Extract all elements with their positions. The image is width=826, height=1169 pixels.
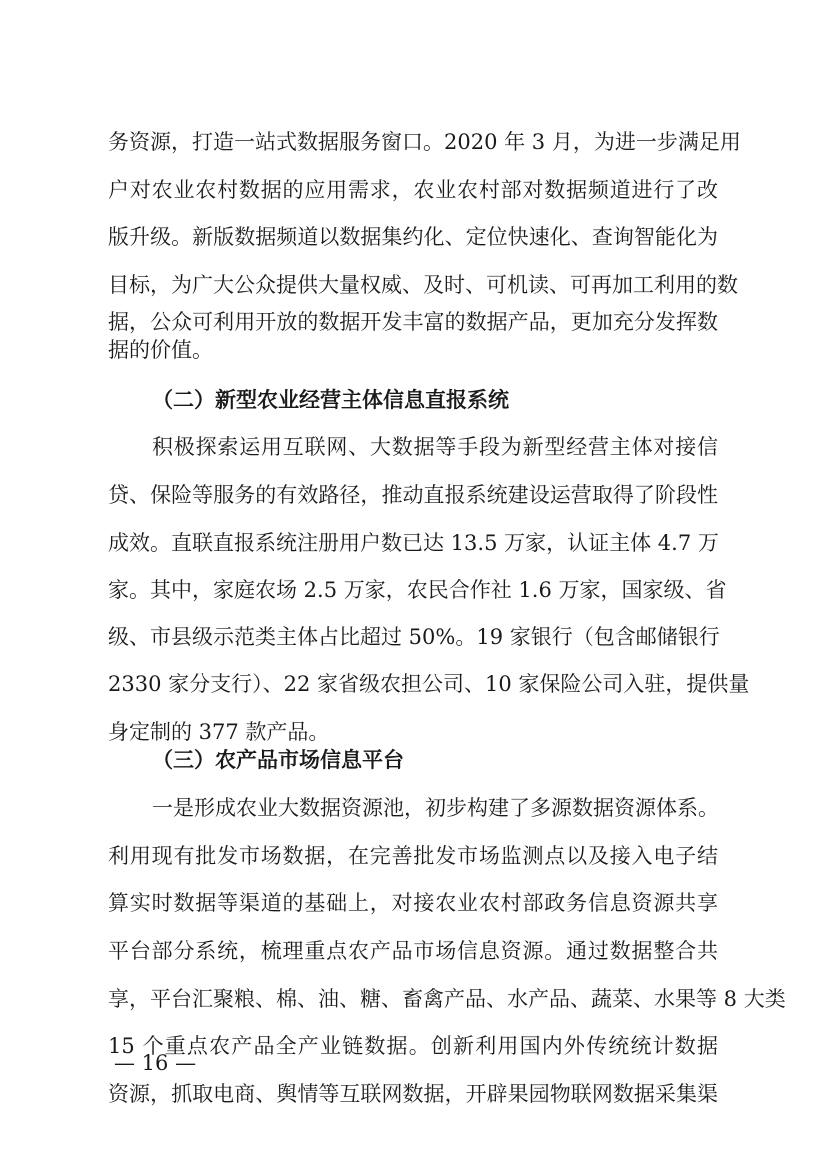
paragraph-line: 据，公众可利用开放的数据开发丰富的数据产品，更加充分发挥数 (108, 310, 718, 334)
paragraph-line: 务资源，打造一站式数据服务窗口。2020 年 3 月，为进一步满足用 (108, 130, 741, 154)
page-number: — 16 — (114, 1051, 197, 1075)
paragraph-line: 家。其中，家庭农场 2.5 万家，农民合作社 1.6 万家，国家级、省 (108, 578, 727, 602)
paragraph-line: 据的价值。 (108, 338, 213, 362)
paragraph-line: 算实时数据等渠道的基础上，对接农业农村部政务信息资源共享 (108, 891, 718, 915)
paragraph-line: 贷、保险等服务的有效路径，推动直报系统建设运营取得了阶段性 (108, 483, 718, 507)
paragraph-line: 版升级。新版数据频道以数据集约化、定位快速化、查询智能化为 (108, 225, 718, 249)
paragraph-line: 资源，抓取电商、舆情等互联网数据，开辟果园物联网数据采集渠 (108, 1082, 718, 1106)
paragraph-line: 平台部分系统，梳理重点农产品市场信息资源。通过数据整合共 (108, 939, 718, 963)
paragraph-line: 身定制的 377 款产品。 (108, 720, 330, 744)
paragraph-line: 一是形成农业大数据资源池，初步构建了多源数据资源体系。 (152, 796, 719, 820)
paragraph-line: 目标，为广大公众提供大量权威、及时、可机读、可再加工利用的数 (108, 273, 738, 297)
paragraph-line: 成效。直联直报系统注册用户数已达 13.5 万家，认证主体 4.7 万 (108, 531, 719, 555)
paragraph-line: 2330 家分支行）、22 家省级农担公司、10 家保险公司入驻，提供量 (108, 672, 750, 696)
paragraph-line: 享，平台汇聚粮、棉、油、糖、畜禽产品、水产品、蔬菜、水果等 8 大类 (108, 987, 786, 1011)
paragraph-line: 级、市县级示范类主体占比超过 50%。19 家银行（包含邮储银行 (108, 625, 720, 649)
section-heading: （二）新型农业经营主体信息直报系统 (152, 388, 509, 412)
paragraph-line: 利用现有批发市场数据，在完善批发市场监测点以及接入电子结 (108, 844, 718, 868)
paragraph-line: 15 个重点农产品全产业链数据。创新利用国内外传统统计数据 (108, 1034, 718, 1058)
paragraph-line: 户对农业农村数据的应用需求，农业农村部对数据频道进行了改 (108, 178, 718, 202)
section-heading: （三）农产品市场信息平台 (152, 748, 404, 772)
paragraph-line: 积极探索运用互联网、大数据等手段为新型经营主体对接信 (152, 435, 718, 459)
